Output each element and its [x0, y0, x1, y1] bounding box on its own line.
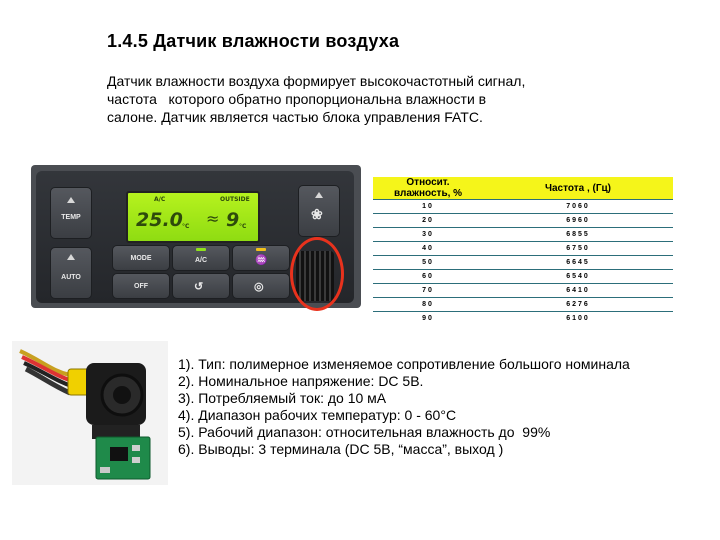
highlight-oval: [290, 237, 344, 311]
frequency-cell: 7060: [483, 200, 673, 214]
lcd-display: [126, 191, 260, 243]
humidity-cell: 50: [373, 256, 483, 270]
frequency-cell: 6276: [483, 298, 673, 312]
frequency-cell: 6540: [483, 270, 673, 284]
front-defrost-button: [232, 245, 290, 271]
spec-item: 1). Тип: полимерное изменяемое сопротивление большого номинала: [178, 356, 630, 372]
humidity-cell: 30: [373, 228, 483, 242]
rear-defrost-button: [232, 273, 290, 299]
spec-item: 5). Рабочий диапазон: относительная влажность до 99%: [178, 424, 551, 440]
description-line: Датчик влажности воздуха формирует высокочастотный сигнал,: [107, 73, 526, 89]
fan-icon: ❀: [311, 206, 323, 222]
panel-face: [36, 171, 354, 303]
frequency-cell: 6855: [483, 228, 673, 242]
column-header-humidity: Относит. влажность, %: [373, 177, 483, 200]
table-row: [373, 284, 673, 298]
auto-button: [50, 247, 92, 299]
temp-button: [50, 187, 92, 239]
humidity-cell: 20: [373, 214, 483, 228]
mode-button: [112, 245, 170, 271]
off-label: OFF: [134, 283, 148, 290]
spec-item: 4). Диапазон рабочих температур: 0 - 60°C: [178, 407, 457, 423]
humidity-cell: 70: [373, 284, 483, 298]
arrow-up-icon: [315, 192, 323, 198]
lcd-ac-label: A/C: [154, 196, 166, 203]
table-header-row: [373, 177, 673, 200]
ac-label: A/C: [194, 257, 208, 264]
mode-label: MODE: [130, 255, 152, 262]
defrost-indicator-led: [256, 248, 266, 251]
temp-label: TEMP: [61, 214, 81, 221]
description-line: частота которого обратно пропорциональна влажности в: [107, 91, 487, 107]
fan-airflow-icon: ≈: [206, 209, 220, 228]
humidity-cell: 90: [373, 312, 483, 326]
table-row: [373, 200, 673, 214]
table-row: [373, 256, 673, 270]
description-line: салоне. Датчик является частью блока управления FATC.: [107, 109, 483, 125]
spec-item: 6). Выводы: 3 терминала (DC 5В, “масса”, выход ): [178, 441, 504, 457]
sensor-illustration: [12, 341, 168, 485]
defrost-icon: ♒: [255, 255, 268, 266]
humidity-cell: 10: [373, 200, 483, 214]
frequency-cell: 6645: [483, 256, 673, 270]
arrow-up-icon: [67, 254, 75, 260]
lcd-inside-temp: 25.0: [136, 209, 183, 231]
climate-control-panel-photo: [31, 165, 361, 308]
frequency-cell: 6100: [483, 312, 673, 326]
humidity-cell: 80: [373, 298, 483, 312]
spec-item: 2). Номинальное напряжение: DC 5В.: [178, 373, 424, 389]
humidity-sensor-photo: [12, 341, 168, 485]
ac-button: [172, 245, 230, 271]
table-row: [373, 312, 673, 326]
table-row: [373, 298, 673, 312]
recirculation-icon: ↺: [194, 281, 204, 293]
table-row: [373, 270, 673, 284]
lcd-inside-unit: °C: [182, 223, 190, 230]
specifications-list: [178, 356, 630, 458]
humidity-cell: 60: [373, 270, 483, 284]
auto-label: AUTO: [61, 274, 81, 281]
humidity-cell: 40: [373, 242, 483, 256]
frequency-cell: 6410: [483, 284, 673, 298]
table-row: [373, 228, 673, 242]
table-row: [373, 214, 673, 228]
slide-title: 1.4.5 Датчик влажности воздуха: [107, 31, 400, 51]
lcd-outside-temp: 9: [226, 209, 240, 231]
recirculation-button: [172, 273, 230, 299]
ac-indicator-led: [196, 248, 206, 251]
fan-button: [298, 185, 340, 237]
arrow-up-icon: [67, 197, 75, 203]
column-header-frequency: Частота , (Гц): [483, 177, 673, 200]
rear-defrost-icon: ◎: [254, 281, 264, 293]
description-text: [107, 72, 607, 126]
frequency-cell: 6750: [483, 242, 673, 256]
spec-item: 3). Потребляемый ток: до 10 мА: [178, 390, 387, 406]
lcd-outside-unit: °C: [239, 223, 247, 230]
table-row: [373, 242, 673, 256]
lcd-outside-label: OUTSIDE: [220, 196, 250, 203]
humidity-frequency-table: [373, 177, 673, 325]
off-button: [112, 273, 170, 299]
frequency-cell: 6960: [483, 214, 673, 228]
